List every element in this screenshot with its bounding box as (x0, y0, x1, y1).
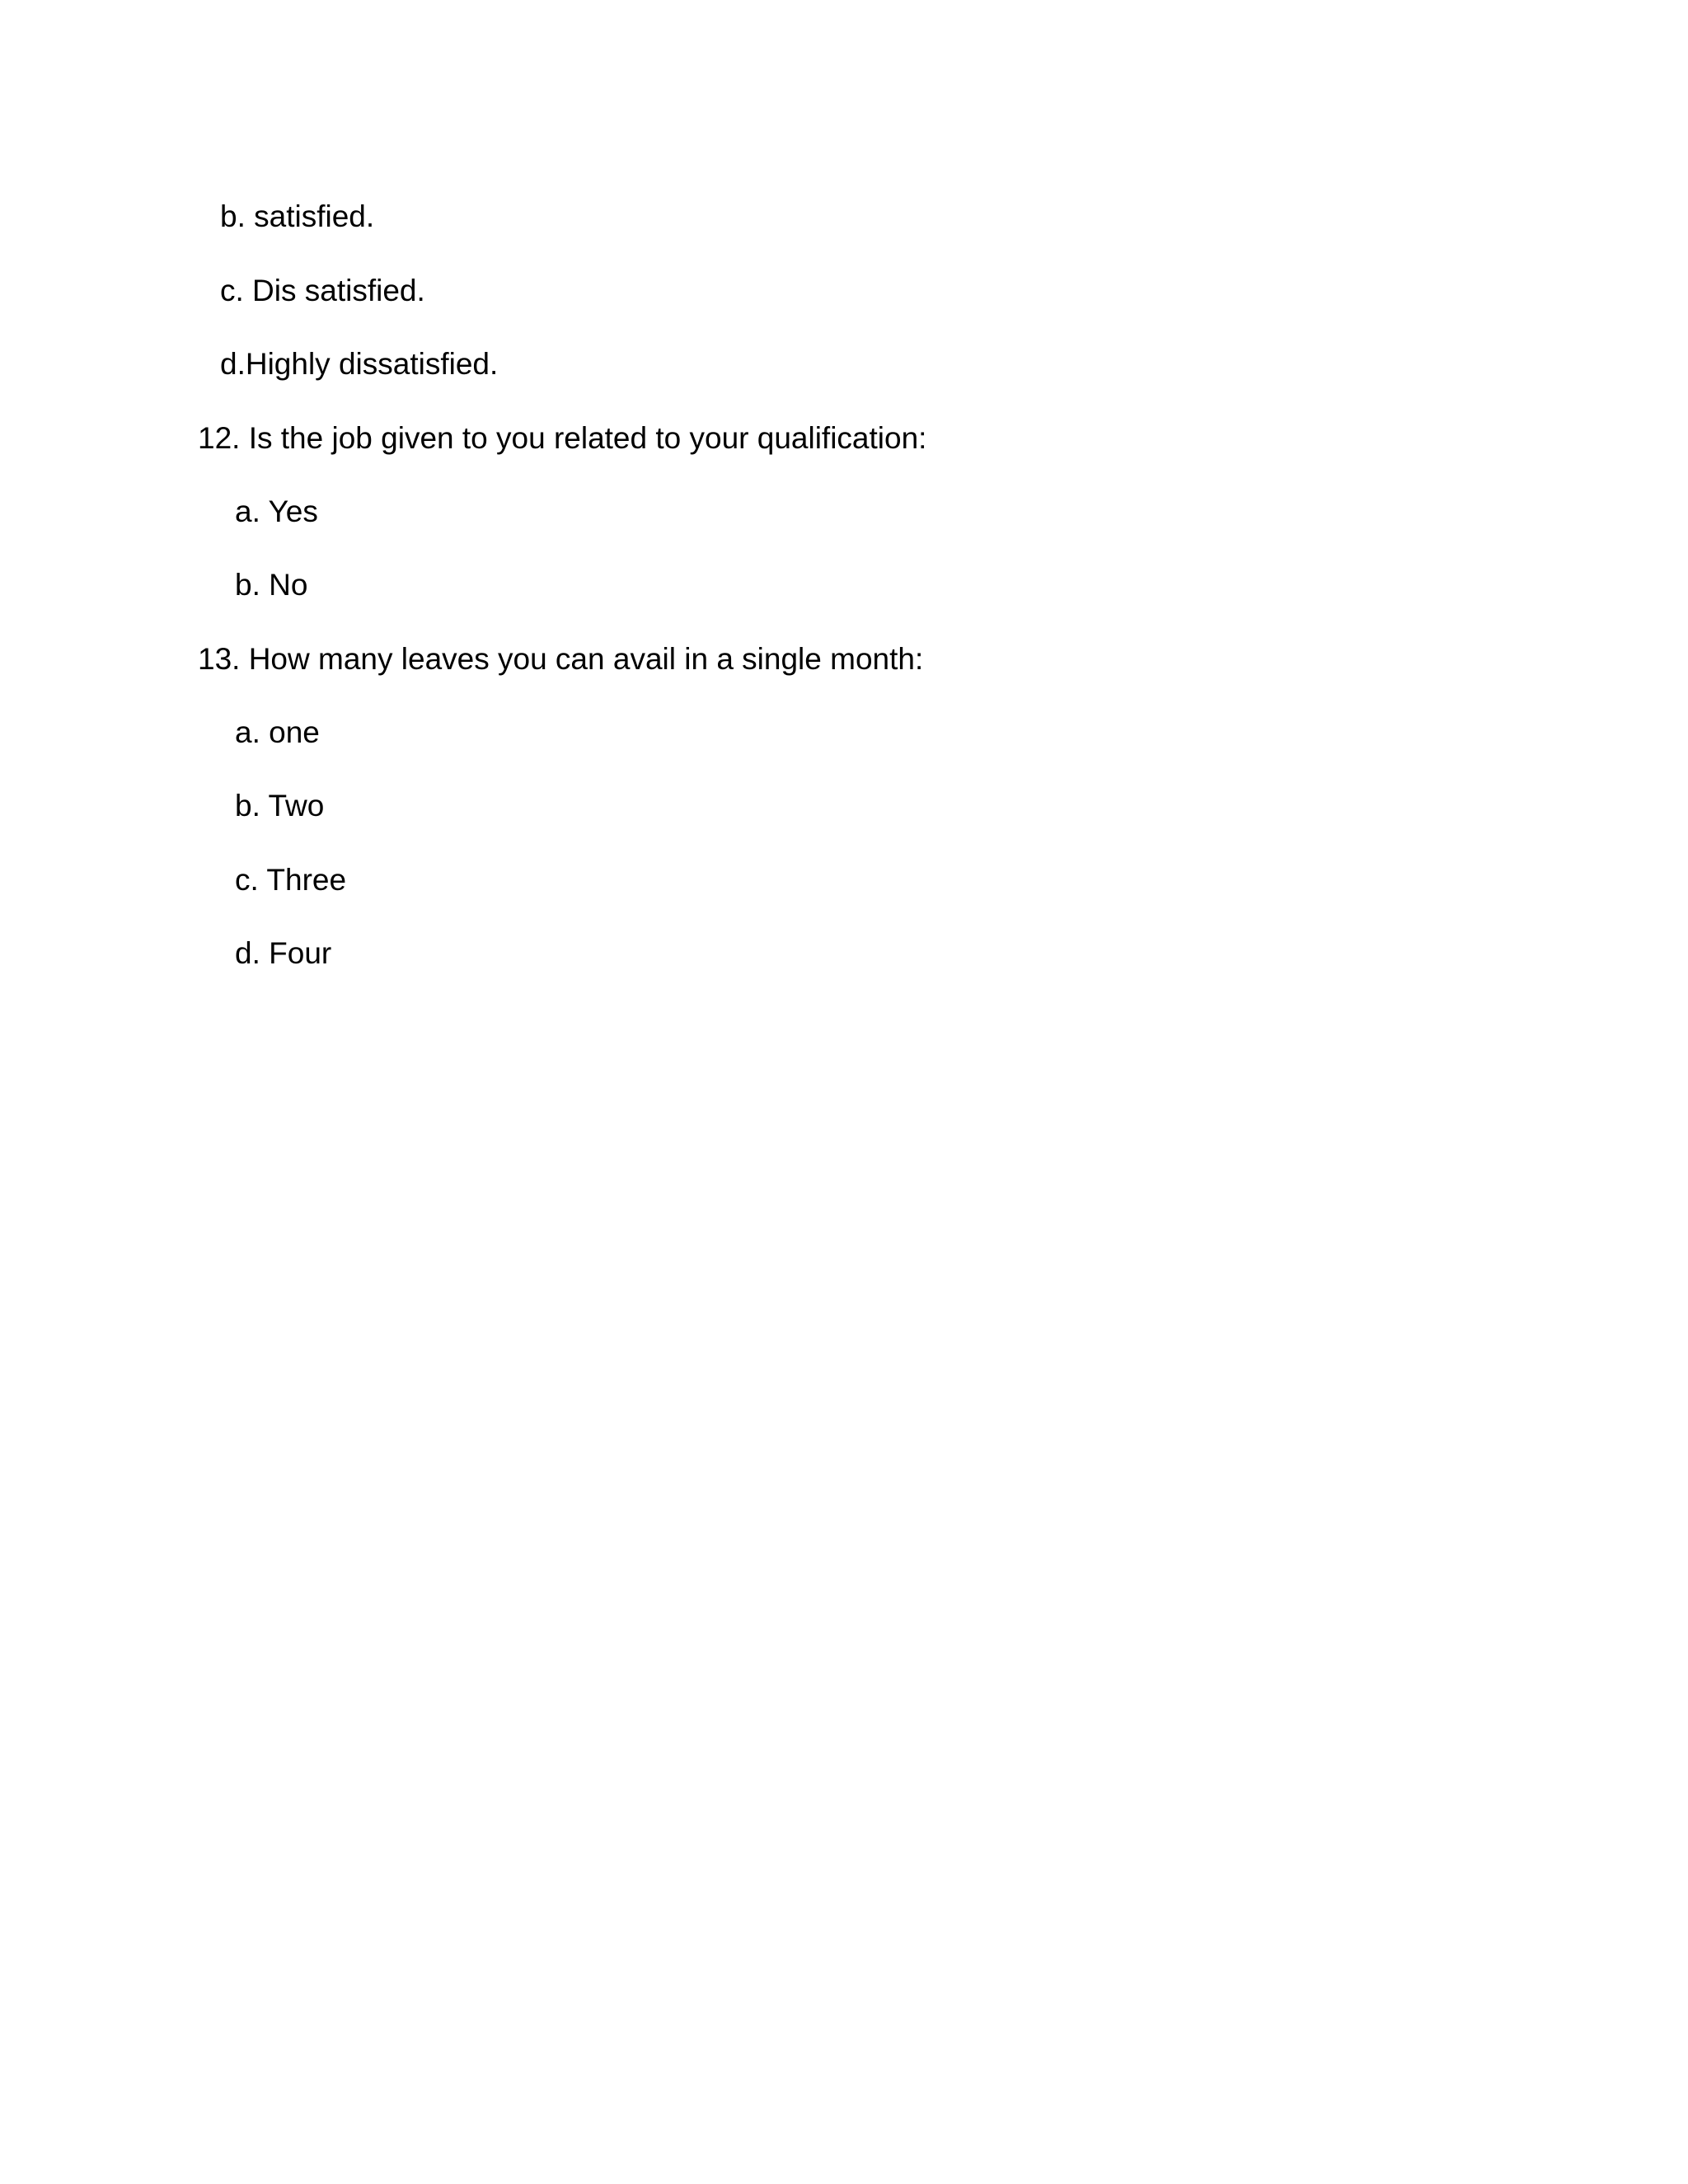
option-satisfied: b. satisfied. (220, 199, 375, 233)
question-12-option-no: b. No (235, 568, 308, 602)
option-dis-satisfied: c. Dis satisfied. (220, 274, 425, 307)
question-13-option-one: a. one (235, 715, 320, 749)
question-13: 13. How many leaves you can avail in a single month: (198, 642, 924, 676)
question-12-option-yes: a. Yes (235, 494, 318, 528)
question-13-option-four: d. Four (235, 936, 332, 970)
option-highly-dissatisfied: d.Highly dissatisfied. (220, 347, 499, 381)
question-12: 12. Is the job given to you related to your qualification: (198, 421, 927, 455)
question-13-option-two: b. Two (235, 789, 325, 823)
question-13-option-three: c. Three (235, 863, 347, 897)
